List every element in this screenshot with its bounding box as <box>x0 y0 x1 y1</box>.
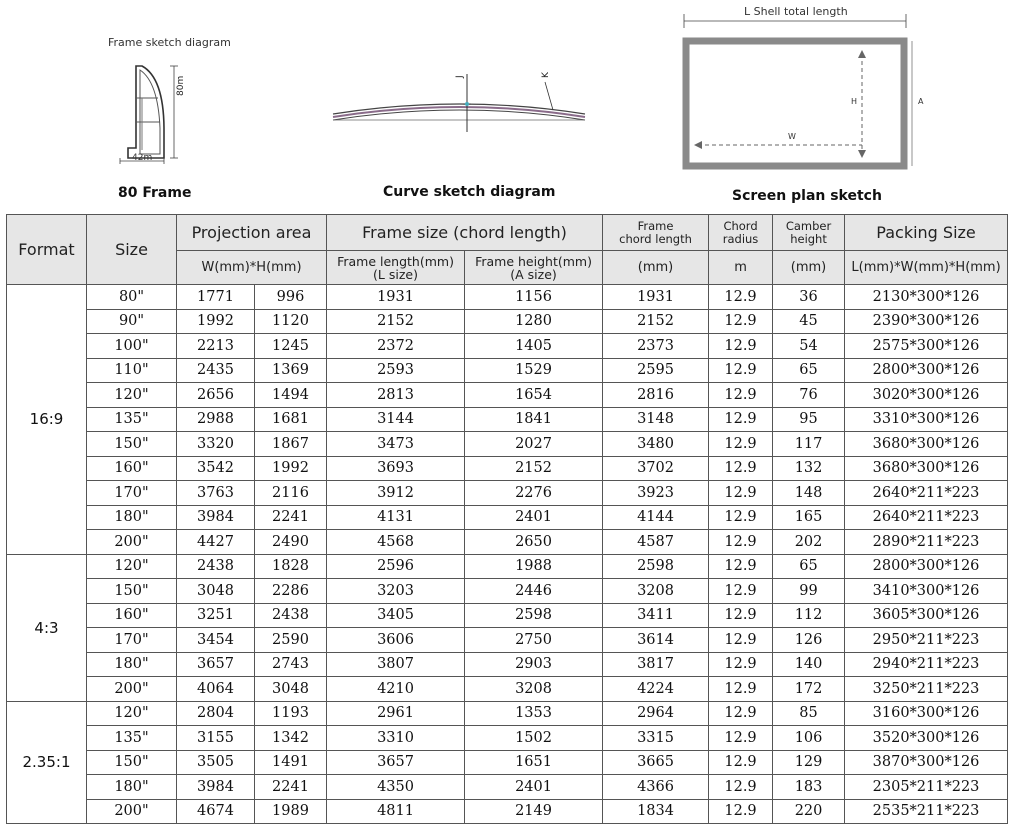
chord-length-cell: 2964 <box>603 701 709 726</box>
header-chord-length-unit: (mm) <box>603 251 709 285</box>
camber-height-cell: 76 <box>773 383 845 408</box>
height-cell: 996 <box>255 285 327 310</box>
frame-length-cell: 3310 <box>327 726 465 751</box>
size-cell: 100" <box>87 334 177 359</box>
table-header <box>7 215 1008 285</box>
size-cell: 180" <box>87 652 177 677</box>
table-row <box>7 285 1008 310</box>
svg-text:80m: 80m <box>176 75 186 96</box>
chord-radius-cell: 12.9 <box>709 726 773 751</box>
width-cell: 4064 <box>177 677 255 702</box>
chord-length-cell: 3702 <box>603 456 709 481</box>
frame-length-cell: 3606 <box>327 628 465 653</box>
table-row <box>7 799 1008 824</box>
height-cell: 1369 <box>255 358 327 383</box>
chord-length-cell: 2373 <box>603 334 709 359</box>
camber-height-cell: 140 <box>773 652 845 677</box>
size-cell: 180" <box>87 775 177 800</box>
packing-size-cell: 2950*211*223 <box>845 628 1008 653</box>
chord-length-cell: 2595 <box>603 358 709 383</box>
frame-height-cell: 3208 <box>465 677 603 702</box>
chord-length-cell: 1931 <box>603 285 709 310</box>
svg-text:J: J <box>455 75 465 78</box>
chord-radius-cell: 12.9 <box>709 505 773 530</box>
frame-height-cell: 2152 <box>465 456 603 481</box>
chord-radius-cell: 12.9 <box>709 701 773 726</box>
packing-size-cell: 3520*300*126 <box>845 726 1008 751</box>
table-row <box>7 652 1008 677</box>
frame-length-cell: 3144 <box>327 407 465 432</box>
table-row <box>7 726 1008 751</box>
width-cell: 3763 <box>177 481 255 506</box>
width-cell: 2213 <box>177 334 255 359</box>
height-cell: 2743 <box>255 652 327 677</box>
chord-radius-cell: 12.9 <box>709 530 773 555</box>
size-cell: 90" <box>87 309 177 334</box>
width-cell: 2656 <box>177 383 255 408</box>
curve-label-k <box>538 64 552 84</box>
frame-length-cell: 3473 <box>327 432 465 457</box>
frame-height-cell: 1280 <box>465 309 603 334</box>
packing-size-cell: 2535*211*223 <box>845 799 1008 824</box>
packing-size-cell: 3250*211*223 <box>845 677 1008 702</box>
width-cell: 3320 <box>177 432 255 457</box>
height-cell: 1989 <box>255 799 327 824</box>
table-body <box>7 285 1008 824</box>
frame-length-cell: 2813 <box>327 383 465 408</box>
frame-length-cell: 4811 <box>327 799 465 824</box>
header-projection-unit: W(mm)*H(mm) <box>177 251 327 285</box>
size-cell: 135" <box>87 407 177 432</box>
width-cell: 3155 <box>177 726 255 751</box>
table-row <box>7 554 1008 579</box>
frame-height-cell: 2650 <box>465 530 603 555</box>
frame-length-cell: 4210 <box>327 677 465 702</box>
header-packing-size: Packing Size <box>845 215 1008 251</box>
header-chord-radius: Chord radius <box>709 215 773 251</box>
curve-caption: Curve sketch diagram <box>383 184 556 200</box>
width-cell: 4427 <box>177 530 255 555</box>
frame-sketch-title: Frame sketch diagram <box>108 36 231 49</box>
size-cell: 150" <box>87 750 177 775</box>
chord-length-cell: 1834 <box>603 799 709 824</box>
frame-height-cell: 2598 <box>465 603 603 628</box>
width-cell: 2435 <box>177 358 255 383</box>
frame-height-cell: 1529 <box>465 358 603 383</box>
height-cell: 3048 <box>255 677 327 702</box>
size-cell: 135" <box>87 726 177 751</box>
chord-length-cell: 2816 <box>603 383 709 408</box>
width-cell: 3984 <box>177 775 255 800</box>
packing-size-cell: 2890*211*223 <box>845 530 1008 555</box>
height-cell: 2438 <box>255 603 327 628</box>
chord-length-cell: 3614 <box>603 628 709 653</box>
width-cell: 2988 <box>177 407 255 432</box>
height-cell: 1494 <box>255 383 327 408</box>
spec-table <box>6 214 1008 824</box>
packing-size-cell: 2640*211*223 <box>845 505 1008 530</box>
height-cell: 2116 <box>255 481 327 506</box>
frame-height-cell: 2903 <box>465 652 603 677</box>
frame-length-cell: 1931 <box>327 285 465 310</box>
table-row <box>7 481 1008 506</box>
chord-radius-cell: 12.9 <box>709 285 773 310</box>
width-cell: 2804 <box>177 701 255 726</box>
chord-radius-cell: 12.9 <box>709 309 773 334</box>
chord-radius-cell: 12.9 <box>709 554 773 579</box>
size-cell: 150" <box>87 432 177 457</box>
chord-length-cell: 3665 <box>603 750 709 775</box>
chord-radius-cell: 12.9 <box>709 603 773 628</box>
height-cell: 1342 <box>255 726 327 751</box>
packing-size-cell: 2940*211*223 <box>845 652 1008 677</box>
header-projection-area: Projection area <box>177 215 327 251</box>
width-cell: 3657 <box>177 652 255 677</box>
frame-height-cell: 1988 <box>465 554 603 579</box>
width-cell: 2438 <box>177 554 255 579</box>
width-cell: 3454 <box>177 628 255 653</box>
chord-length-cell: 2152 <box>603 309 709 334</box>
camber-height-cell: 172 <box>773 677 845 702</box>
height-cell: 2241 <box>255 775 327 800</box>
plan-label-w: W <box>788 132 796 141</box>
size-cell: 200" <box>87 799 177 824</box>
plan-label-h: H <box>851 97 858 106</box>
camber-height-cell: 99 <box>773 579 845 604</box>
chord-radius-cell: 12.9 <box>709 407 773 432</box>
width-cell: 3984 <box>177 505 255 530</box>
screen-plan-sketch <box>676 4 936 176</box>
height-cell: 2490 <box>255 530 327 555</box>
frame-length-cell: 3405 <box>327 603 465 628</box>
width-cell: 3251 <box>177 603 255 628</box>
size-cell: 160" <box>87 456 177 481</box>
camber-height-cell: 95 <box>773 407 845 432</box>
frame-height-cell: 1353 <box>465 701 603 726</box>
table-row <box>7 358 1008 383</box>
chord-length-cell: 2598 <box>603 554 709 579</box>
table-row <box>7 750 1008 775</box>
chord-radius-cell: 12.9 <box>709 652 773 677</box>
plan-top-label: L Shell total length <box>744 5 848 18</box>
size-cell: 160" <box>87 603 177 628</box>
packing-size-cell: 2575*300*126 <box>845 334 1008 359</box>
chord-radius-cell: 12.9 <box>709 334 773 359</box>
frame-length-cell: 4568 <box>327 530 465 555</box>
frame-length-cell: 3203 <box>327 579 465 604</box>
chord-length-cell: 3411 <box>603 603 709 628</box>
camber-height-cell: 202 <box>773 530 845 555</box>
height-cell: 1245 <box>255 334 327 359</box>
packing-size-cell: 3020*300*126 <box>845 383 1008 408</box>
camber-height-cell: 36 <box>773 285 845 310</box>
header-frame-height: Frame height(mm) (A size) <box>465 251 603 285</box>
camber-height-cell: 129 <box>773 750 845 775</box>
packing-size-cell: 3870*300*126 <box>845 750 1008 775</box>
camber-height-cell: 165 <box>773 505 845 530</box>
frame-height-cell: 1156 <box>465 285 603 310</box>
height-cell: 1867 <box>255 432 327 457</box>
frame-length-cell: 3657 <box>327 750 465 775</box>
packing-size-cell: 3680*300*126 <box>845 432 1008 457</box>
size-cell: 150" <box>87 579 177 604</box>
table-row <box>7 383 1008 408</box>
chord-radius-cell: 12.9 <box>709 628 773 653</box>
chord-length-cell: 4224 <box>603 677 709 702</box>
size-cell: 120" <box>87 554 177 579</box>
chord-radius-cell: 12.9 <box>709 358 773 383</box>
frame-length-cell: 2961 <box>327 701 465 726</box>
table-row <box>7 775 1008 800</box>
header-camber-height: Camber height <box>773 215 845 251</box>
frame-height-cell: 1654 <box>465 383 603 408</box>
camber-height-cell: 183 <box>773 775 845 800</box>
table-row <box>7 309 1008 334</box>
header-packing-unit: L(mm)*W(mm)*H(mm) <box>845 251 1008 285</box>
table-row <box>7 334 1008 359</box>
packing-size-cell: 2640*211*223 <box>845 481 1008 506</box>
plan-label-a: A <box>918 97 924 106</box>
frame-length-cell: 2596 <box>327 554 465 579</box>
packing-size-cell: 2390*300*126 <box>845 309 1008 334</box>
frame-length-cell: 3693 <box>327 456 465 481</box>
chord-radius-cell: 12.9 <box>709 383 773 408</box>
table-row <box>7 432 1008 457</box>
height-cell: 2590 <box>255 628 327 653</box>
width-cell: 1992 <box>177 309 255 334</box>
packing-size-cell: 2800*300*126 <box>845 554 1008 579</box>
frame-height-label <box>172 66 188 106</box>
chord-length-cell: 3817 <box>603 652 709 677</box>
plan-caption: Screen plan sketch <box>732 188 882 204</box>
frame-height-cell: 2446 <box>465 579 603 604</box>
packing-size-cell: 2305*211*223 <box>845 775 1008 800</box>
chord-radius-cell: 12.9 <box>709 456 773 481</box>
camber-height-cell: 65 <box>773 358 845 383</box>
camber-height-cell: 220 <box>773 799 845 824</box>
size-cell: 120" <box>87 701 177 726</box>
frame-caption: 80 Frame <box>118 185 192 201</box>
chord-length-cell: 4587 <box>603 530 709 555</box>
header-size: Size <box>87 215 177 285</box>
camber-height-cell: 148 <box>773 481 845 506</box>
curve-label-j <box>452 64 466 84</box>
chord-radius-cell: 12.9 <box>709 579 773 604</box>
frame-height-cell: 1841 <box>465 407 603 432</box>
header-chord-radius-unit: m <box>709 251 773 285</box>
packing-size-cell: 2800*300*126 <box>845 358 1008 383</box>
frame-width-label: 42m <box>132 153 153 163</box>
chord-length-cell: 3148 <box>603 407 709 432</box>
frame-height-cell: 2276 <box>465 481 603 506</box>
chord-radius-cell: 12.9 <box>709 750 773 775</box>
format-cell: 16:9 <box>7 285 87 555</box>
frame-height-cell: 2401 <box>465 505 603 530</box>
header-format: Format <box>7 215 87 285</box>
camber-height-cell: 54 <box>773 334 845 359</box>
size-cell: 200" <box>87 677 177 702</box>
height-cell: 1120 <box>255 309 327 334</box>
frame-height-cell: 2750 <box>465 628 603 653</box>
camber-height-cell: 126 <box>773 628 845 653</box>
frame-height-cell: 1651 <box>465 750 603 775</box>
size-cell: 200" <box>87 530 177 555</box>
table-row <box>7 628 1008 653</box>
size-cell: 170" <box>87 628 177 653</box>
frame-height-cell: 2401 <box>465 775 603 800</box>
table-row <box>7 505 1008 530</box>
chord-radius-cell: 12.9 <box>709 799 773 824</box>
frame-height-cell: 2027 <box>465 432 603 457</box>
chord-radius-cell: 12.9 <box>709 432 773 457</box>
packing-size-cell: 3310*300*126 <box>845 407 1008 432</box>
table-row <box>7 456 1008 481</box>
svg-text:K: K <box>541 72 551 78</box>
frame-length-cell: 3807 <box>327 652 465 677</box>
table-row <box>7 579 1008 604</box>
packing-size-cell: 3680*300*126 <box>845 456 1008 481</box>
chord-length-cell: 3315 <box>603 726 709 751</box>
width-cell: 3048 <box>177 579 255 604</box>
height-cell: 1828 <box>255 554 327 579</box>
header-chord-length: Frame chord length <box>603 215 709 251</box>
chord-radius-cell: 12.9 <box>709 481 773 506</box>
height-cell: 1491 <box>255 750 327 775</box>
chord-length-cell: 3208 <box>603 579 709 604</box>
chord-radius-cell: 12.9 <box>709 775 773 800</box>
camber-height-cell: 117 <box>773 432 845 457</box>
camber-height-cell: 132 <box>773 456 845 481</box>
width-cell: 4674 <box>177 799 255 824</box>
height-cell: 1681 <box>255 407 327 432</box>
chord-length-cell: 4144 <box>603 505 709 530</box>
packing-size-cell: 3160*300*126 <box>845 701 1008 726</box>
camber-height-cell: 45 <box>773 309 845 334</box>
width-cell: 3505 <box>177 750 255 775</box>
chord-length-cell: 3923 <box>603 481 709 506</box>
frame-length-cell: 3912 <box>327 481 465 506</box>
table-row <box>7 530 1008 555</box>
frame-length-cell: 2372 <box>327 334 465 359</box>
chord-length-cell: 3480 <box>603 432 709 457</box>
header-frame-length: Frame length(mm) (L size) <box>327 251 465 285</box>
header-camber-unit: (mm) <box>773 251 845 285</box>
size-cell: 170" <box>87 481 177 506</box>
format-cell: 4:3 <box>7 554 87 701</box>
table-row <box>7 407 1008 432</box>
frame-length-cell: 2593 <box>327 358 465 383</box>
header-frame-size: Frame size (chord length) <box>327 215 603 251</box>
height-cell: 1992 <box>255 456 327 481</box>
size-cell: 80" <box>87 285 177 310</box>
table-row <box>7 701 1008 726</box>
frame-length-cell: 4131 <box>327 505 465 530</box>
packing-size-cell: 3410*300*126 <box>845 579 1008 604</box>
camber-height-cell: 106 <box>773 726 845 751</box>
format-cell: 2.35:1 <box>7 701 87 824</box>
frame-height-cell: 2149 <box>465 799 603 824</box>
height-cell: 2286 <box>255 579 327 604</box>
camber-height-cell: 85 <box>773 701 845 726</box>
table-row <box>7 677 1008 702</box>
frame-length-cell: 4350 <box>327 775 465 800</box>
camber-height-cell: 65 <box>773 554 845 579</box>
frame-height-cell: 1405 <box>465 334 603 359</box>
height-cell: 2241 <box>255 505 327 530</box>
width-cell: 3542 <box>177 456 255 481</box>
chord-length-cell: 4366 <box>603 775 709 800</box>
size-cell: 120" <box>87 383 177 408</box>
packing-size-cell: 2130*300*126 <box>845 285 1008 310</box>
width-cell: 1771 <box>177 285 255 310</box>
camber-height-cell: 112 <box>773 603 845 628</box>
table-row <box>7 603 1008 628</box>
size-cell: 110" <box>87 358 177 383</box>
size-cell: 180" <box>87 505 177 530</box>
chord-radius-cell: 12.9 <box>709 677 773 702</box>
diagram-area <box>0 0 1015 214</box>
frame-length-cell: 2152 <box>327 309 465 334</box>
height-cell: 1193 <box>255 701 327 726</box>
frame-height-cell: 1502 <box>465 726 603 751</box>
packing-size-cell: 3605*300*126 <box>845 603 1008 628</box>
